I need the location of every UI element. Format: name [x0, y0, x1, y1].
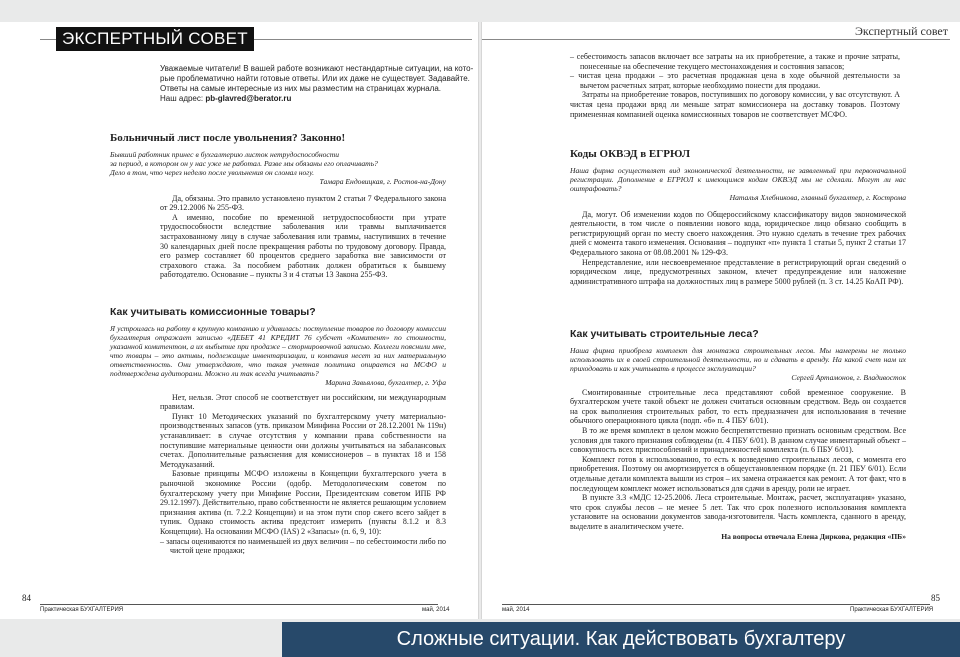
- question-signature: Наталья Хлебникова, главный бухгалтер, г. Кострома: [729, 192, 906, 202]
- question: [110, 150, 446, 186]
- answer-paragraph: Да, могут. Об изменении кодов по Общероссийскому классификатору видов экономической деятельности, в том числе о появлении нового кода, юридическое лицо обязано сообщить в регистрирующий орган по месту своего нахождения. Это нужно сделать в течение трех рабочих дней с момента такого изменения. Основания – подпункт «п» пункта 1 статьи 5, пункт 2 статьи 17 Федерального закона от 08.08.2001 № 129-ФЗ.: [570, 209, 906, 257]
- answer-paragraph: В то же время комплект в целом можно беспрепятственно признать основным средством. Все условия для такого признания соблюдены (п. 4 ПБУ 6/01). В данном случае инвентарный объект – совокупность всех приспособлений и принадлежностей комплекта (п. 6 ПБУ 6/01).: [570, 425, 906, 455]
- answer-paragraph: Комплект готов к использованию, то есть к возведению строительных лесов, с момента его приобретения. Поэтому он амортизируется в общеустановленном порядке (п. 21 ПБУ 6/01). Если отдельные детали комплекта вышли из строя – их замена отражается как ремонт. А тот факт, что в последующем комплект может использоваться для сдачи в аренду, роли не играет.: [570, 454, 906, 493]
- footer-date: май, 2014: [502, 607, 530, 613]
- page-number: 85: [931, 593, 940, 603]
- question: Наша фирма приобрела комплект для монтажа строительных лесов. Мы намерены не только использовать их в своей строительной деятельности, но и сдавать в аренду. На какой счет нам их приходовать и как учитывать в процессе эксплуатации?: [570, 345, 906, 373]
- answer-paragraph: Затраты на приобретение товаров, поступивших по договору комиссии, у вас отсутствуют. А чистая цена продажи вряд ли меньше затрат комиссионера на доставку товаров. Поэтому примененная компанией оценка комиссионных товаров не соответствует МСФО.: [570, 90, 900, 119]
- article-title: Как учитывать строительные леса?: [570, 328, 759, 340]
- answer-paragraph: Смонтированные строительные леса представляют собой временное сооружение. В бухгалтерском учете такой объект не должен считаться основным средством. Ведь он создается на срок выполнения строительных работ, то есть предназначен для использования в течение обычного операционного цикла (подп. «б» п. 4 ПБУ 6/01).: [570, 387, 906, 426]
- answer-paragraph: В пункте 3.3 «МДС 12-25.2006. Леса строительные. Монтаж, расчет, эксплуатация» указано, что срок службы лесов – не менее 5 лет. Так что срок полезного использования комплекта установите на основании документов завода-изготовителя. Часть комплекта, сданного в аренду, выделите в аналитическом учете.: [570, 493, 906, 531]
- answered-by: На вопросы отвечала Елена Диркова, редакция «ПБ»: [721, 531, 906, 541]
- continued-text: [570, 52, 900, 119]
- answer: [570, 388, 906, 532]
- answer-list-item: – чистая цена продажи – это расчетная продажная цена в ходе обычной деятельности за вычетом расчетных затрат, которые необходимо понести для продажи.: [570, 71, 900, 90]
- answer-list-item: – запасы оцениваются по наименьшей из двух величин – по себестоимости либо по чистой цене продажи;: [160, 536, 446, 556]
- footer-date: май, 2014: [422, 607, 450, 613]
- email-link[interactable]: pb-glavred@berator.ru: [205, 94, 292, 103]
- intro-line: Ответы на самые интересные из них мы разместим на страницах журнала.: [160, 84, 441, 93]
- intro-line: Уважаемые читатели! В вашей работе возникают нестандартные ситуации, на кото-: [160, 64, 474, 73]
- answer-paragraph: Базовые принципы МСФО изложены в Концепции бухгалтерского учета в рыночной экономике России (одобр. Методологическим советом по бухгалтерскому учету при Минфине России, Президентским советом ИПБ РФ 29.12.1997). Действительно, право собственности не является решающим условием признания актива (п. 7.2.2 Концепции) и на этом пути спор сжего всего зайдет в тупик. Однако стоимость актива предстоит измерить (пункты 8.1.2 и 8.3 Концепции). На основании МСФО (IAS) 2 «Запасы» (п. 6, 9, 10):: [160, 469, 446, 536]
- article-okved: [570, 150, 906, 286]
- answer-paragraph: А именно, пособие по временной нетрудоспособности при утрате трудоспособности вследствие заболевания или травмы выплачивается застрахованному лицу в случае заболевания или травмы, наступивших в течение 30 календарных дней после прекращения работы по трудовому договору. Правда, его размер составляет 60 процентов среднего заработка вне зависимости от страхового стажа. За пособием работник должен обратиться к бывшему работодателю. Основание – пункты 3 и 4 статьи 13 Закона 255-ФЗ.: [160, 212, 446, 280]
- page-number: 84: [22, 593, 31, 603]
- footer-journal: Практическая БУХГАЛТЕРИЯ: [40, 607, 124, 613]
- answer: [110, 393, 446, 556]
- article-title: Коды ОКВЭД в ЕГРЮЛ: [570, 148, 691, 160]
- answer-paragraph: Да, обязаны. Это правило установлено пунктом 2 статьи 7 Федерального закона от 29.12.2006 № 255-ФЗ.: [160, 193, 446, 213]
- question-line: за период, в котором он у нас уже не работал. Разве мы обязаны его оплачивать?: [110, 158, 378, 168]
- header-rule: [482, 39, 950, 40]
- article-sick-leave: [110, 134, 446, 280]
- question: Наша фирма осуществляет вид экономической деятельности, не заявленный при первоначальной регистрации. Дополнение в ЕГРЮЛ к имеющимся кодам ОКВЭД мы не сделали. Могут ли нас оштрафовать?: [570, 165, 906, 193]
- left-page: [0, 22, 478, 619]
- answer: [110, 194, 446, 280]
- intro-line: рые проблематично найти готовые ответы. Или их даже не существует. Задавайте.: [160, 74, 470, 83]
- intro-note: [160, 64, 474, 104]
- article-title: Больничный лист после увольнения? Законно!: [110, 132, 346, 144]
- intro-address-label: Наш адрес:: [160, 94, 204, 103]
- answer-paragraph: Непредставление, или несвоевременное представление в регистрирующий орган сведений о юридическом лице, предусмотренных законом, влечет предупреждение или наложение административного штрафа на должностных лиц в размере 5000 рублей (п. 3 ст. 14.25 КоАП РФ).: [570, 257, 906, 286]
- article-commission: [110, 308, 446, 556]
- section-badge: ЭКСПЕРТНЫЙ СОВЕТ: [56, 27, 254, 51]
- section-title: Экспертный совет: [854, 24, 948, 38]
- question-line: Бывший работник принес в бухгалтерию листок нетрудоспособности: [110, 149, 340, 159]
- answer: [570, 210, 906, 287]
- question-signature: Сергей Артамонов, г. Владивосток: [791, 372, 906, 382]
- footer-journal: Практическая БУХГАЛТЕРИЯ: [850, 607, 934, 613]
- question: Я устроилась на работу в крупную компанию и удивилась: поступление товаров по договору комиссии бухгалтерия отражает записью «ДЕБЕТ 41 КРЕДИТ 76 субсчет «Комитент» по стоимости, указанной комитентом, а их выбытие при продаже – сторнировочной записью. Коллеги пояснили мне, что товары – это активы, подлежащие инвентаризации, и компания несет за них материальную ответственность. Они утверждают, что такая учетная политика опирается на МСФО и подтверждена аудиторами. Можно ли так всегда учитывать?: [110, 323, 446, 378]
- footer-rule: [502, 604, 930, 605]
- article-scaffolding: [570, 330, 906, 541]
- answer-list-item: – себестоимость запасов включает все затраты на их приобретение, а также и прочие затраты, понесенные на обеспечение текущего местонахождения и состояния запасов;: [570, 52, 900, 71]
- answer-paragraph: Пункт 10 Методических указаний по бухгалтерскому учету материально-производственных запасов (утв. приказом Минфина России от 28.12.2001 № 119н) устанавливает: в случае отсутствия у компании права собственности на поступившие материальные ценности они должны учитываться на забалансовых счетах. Дополнительные разъяснения для комиссионеров – в пунктах 18 и 158 Методуказаний.: [160, 411, 446, 469]
- article-title: Как учитывать комиссионные товары?: [110, 306, 316, 318]
- intro-line: [160, 94, 450, 104]
- question-signature: Марина Завьялова, бухгалтер, г. Уфа: [325, 377, 446, 387]
- right-page: [482, 22, 960, 619]
- caption-banner: Сложные ситуации. Как действовать бухгалтеру: [282, 622, 960, 657]
- answer-paragraph: Нет, нельзя. Этот способ не соответствует ни российским, ни международным правилам.: [160, 392, 446, 412]
- question-signature: Тамара Ендовицкая, г. Ростов-на-Дону: [319, 176, 446, 186]
- footer-rule: [40, 604, 438, 605]
- question-line: Дело в том, что через неделю после увольнения он сломал ногу.: [110, 167, 315, 177]
